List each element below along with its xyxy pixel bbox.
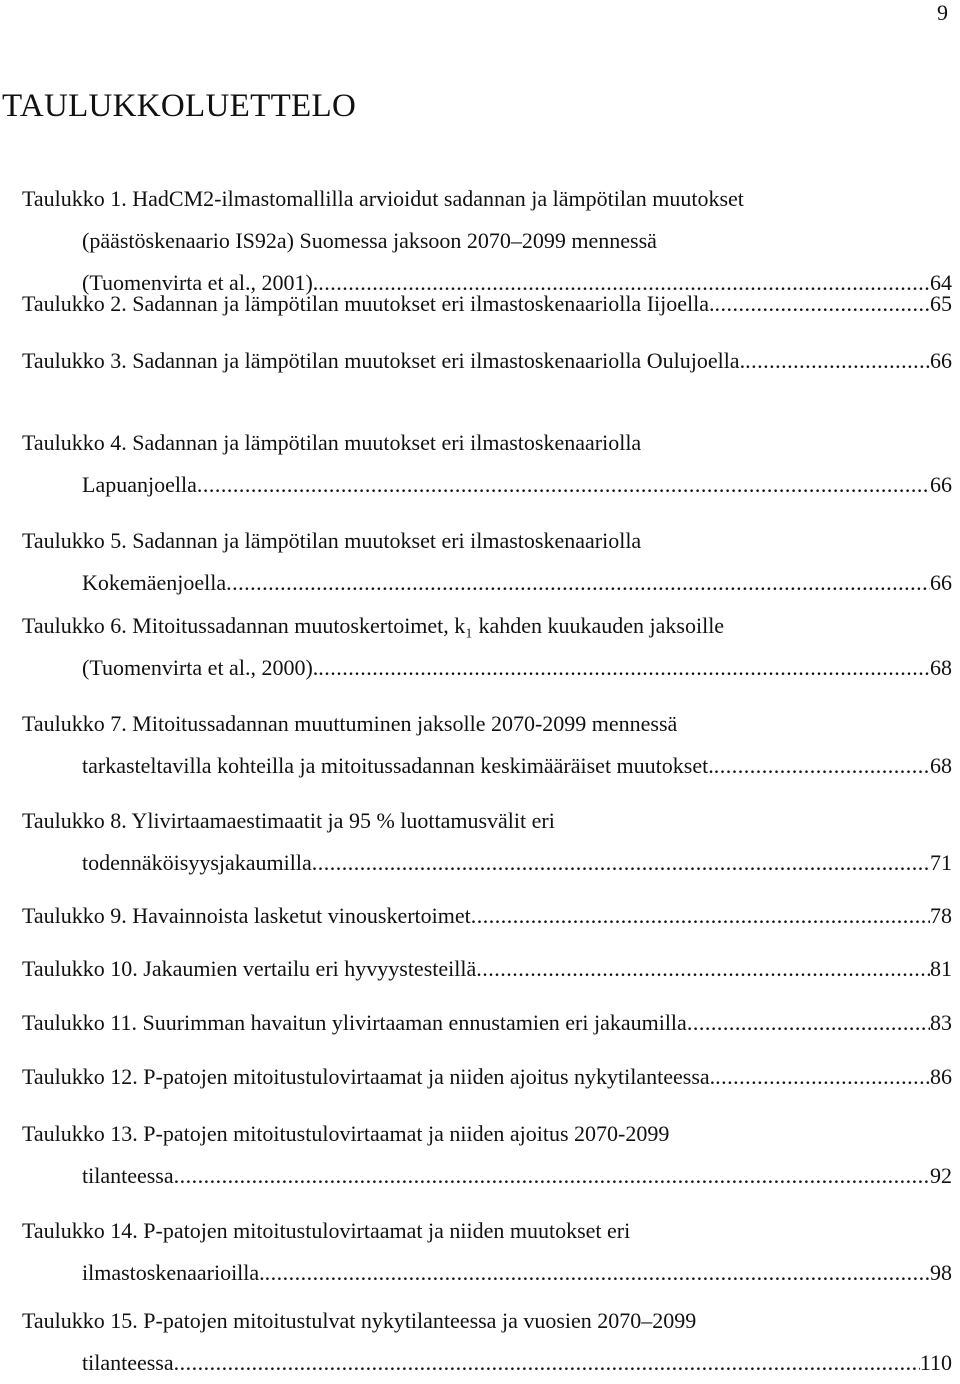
toc-entry-page-number[interactable]: 83 (930, 1010, 952, 1035)
toc-entry-text: tilanteessa (82, 1350, 174, 1375)
toc-entry-page-number[interactable]: 92 (930, 1163, 952, 1188)
toc-entry-title: Taulukko 5. Sadannan ja lämpötilan muutokset eri ilmastoskenaariolla (22, 528, 642, 553)
toc-entry-text: Taulukko 10. Jakaumien vertailu eri hyvyystesteillä (22, 956, 477, 981)
dot-leader (174, 1155, 930, 1197)
toc-entry[interactable] (22, 1300, 952, 1384)
toc-entry-leader-line (22, 283, 952, 325)
toc-entry-leader-line (22, 340, 952, 382)
toc-entry-page-number[interactable]: 64 (930, 270, 952, 295)
toc-entry-page-number[interactable]: 65 (930, 291, 952, 316)
toc-entry-leader-line (22, 842, 952, 884)
toc-entry-page-number[interactable]: 68 (930, 753, 952, 778)
toc-entry[interactable] (22, 520, 952, 604)
dot-leader (714, 745, 930, 787)
toc-entry-text: Taulukko 3. Sadannan ja lämpötilan muutokset eri ilmastoskenaariolla Oulujoella. (22, 348, 746, 373)
toc-entry[interactable] (22, 422, 952, 506)
toc-entry[interactable] (22, 1113, 952, 1197)
toc-entry-leader-line (22, 948, 952, 990)
page-number: 9 (937, 0, 948, 25)
toc-entry[interactable] (22, 340, 952, 382)
toc-entry-page-number[interactable]: 71 (930, 850, 952, 875)
dot-leader (265, 1252, 930, 1294)
toc-entry-page-number[interactable]: 66 (930, 570, 952, 595)
toc-entry-leader-line (22, 745, 952, 787)
toc-entry-text: ilmastoskenaarioilla. (82, 1260, 265, 1285)
toc-entry[interactable] (22, 605, 952, 689)
toc-entry[interactable] (22, 948, 952, 990)
toc-entry-text: Taulukko 11. Suurimman havaitun ylivirtaaman ennustamien eri jakaumilla (22, 1010, 687, 1035)
toc-entry-leader-line (22, 1252, 952, 1294)
toc-entry-page-number[interactable]: 98 (930, 1260, 952, 1285)
dot-leader (687, 1002, 930, 1044)
toc-entry[interactable] (22, 283, 952, 325)
toc-entry-leader-line (22, 1002, 952, 1044)
toc-entry-text: todennäköisyysjakaumilla (82, 850, 312, 875)
toc-entry-title: Taulukko 1. HadCM2-ilmastomallilla arvioidut sadannan ja lämpötilan muutokset (22, 186, 744, 211)
dot-leader (197, 464, 930, 506)
toc-entry-page-number[interactable]: 66 (930, 348, 952, 373)
toc-entry-continuation: (päästöskenaario IS92a) Suomessa jaksoon 2070–2099 mennessä (82, 228, 657, 253)
toc-entry-leader-line (22, 1155, 952, 1197)
toc-entry-page-number[interactable]: 86 (930, 1064, 952, 1089)
toc-entry-text: Taulukko 9. Havainnoista lasketut vinouskertoimet (22, 903, 471, 928)
toc-entry-leader-line (22, 1342, 952, 1384)
toc-entry-title: Taulukko 6. Mitoitussadannan muutoskertoimet, k₁ kahden kuukauden jaksoille (22, 613, 725, 638)
dot-leader (715, 283, 930, 325)
toc-entry-title: Taulukko 8. Ylivirtaamaestimaatit ja 95 % luottamusvälit eri (22, 808, 555, 833)
toc-entry-leader-line (22, 895, 952, 937)
toc-entry-text: Taulukko 2. Sadannan ja lämpötilan muutokset eri ilmastoskenaariolla Iijoella. (22, 291, 715, 316)
dot-leader (715, 1056, 930, 1098)
toc-entry[interactable] (22, 1056, 952, 1098)
toc-entry-page-number[interactable]: 78 (930, 903, 952, 928)
toc-entry-page-number[interactable]: 81 (930, 956, 952, 981)
dot-leader (312, 842, 930, 884)
dot-leader (226, 562, 930, 604)
toc-entry[interactable] (22, 800, 952, 884)
toc-entry-leader-line (22, 562, 952, 604)
toc-entry-title: Taulukko 7. Mitoitussadannan muuttuminen jaksolle 2070-2099 mennessä (22, 711, 678, 736)
toc-entry-text: tarkasteltavilla kohteilla ja mitoitussadannan keskimääräiset muutokset. (82, 753, 714, 778)
toc-entry-title: Taulukko 14. P-patojen mitoitustulovirtaamat ja niiden muutokset eri (22, 1218, 631, 1243)
page-title: TAULUKKOLUETTELO (2, 88, 357, 124)
toc-entry-leader-line (22, 647, 952, 689)
toc-entry[interactable] (22, 703, 952, 787)
toc-entry[interactable] (22, 895, 952, 937)
toc-entry-text: (Tuomenvirta et al., 2000). (82, 655, 319, 680)
toc-entry-title: Taulukko 13. P-patojen mitoitustulovirtaamat ja niiden ajoitus 2070-2099 (22, 1121, 670, 1146)
toc-entry-text: (Tuomenvirta et al., 2001). (82, 270, 319, 295)
toc-entry[interactable] (22, 1210, 952, 1294)
toc-entry-text: Taulukko 12. P-patojen mitoitustulovirtaamat ja niiden ajoitus nykytilanteessa. (22, 1064, 716, 1089)
toc-entry-text: Lapuanjoella (82, 472, 197, 497)
dot-leader (745, 340, 930, 382)
toc-entry-page-number[interactable]: 66 (930, 472, 952, 497)
dot-leader (318, 647, 930, 689)
dot-leader (471, 895, 930, 937)
toc-entry[interactable] (22, 1002, 952, 1044)
toc-entry-title: Taulukko 15. P-patojen mitoitustulvat nykytilanteessa ja vuosien 2070–2099 (22, 1308, 697, 1333)
toc-entry-text: Kokemäenjoella (82, 570, 227, 595)
toc-entry-leader-line (22, 464, 952, 506)
toc-entry-leader-line (22, 1056, 952, 1098)
toc-entry-page-number[interactable]: 110 (919, 1350, 952, 1375)
toc-entry-text: tilanteessa (82, 1163, 174, 1188)
dot-leader (476, 948, 930, 990)
toc-entry-title: Taulukko 4. Sadannan ja lämpötilan muutokset eri ilmastoskenaariolla (22, 430, 642, 455)
toc-entry-page-number[interactable]: 68 (930, 655, 952, 680)
dot-leader (174, 1342, 920, 1384)
